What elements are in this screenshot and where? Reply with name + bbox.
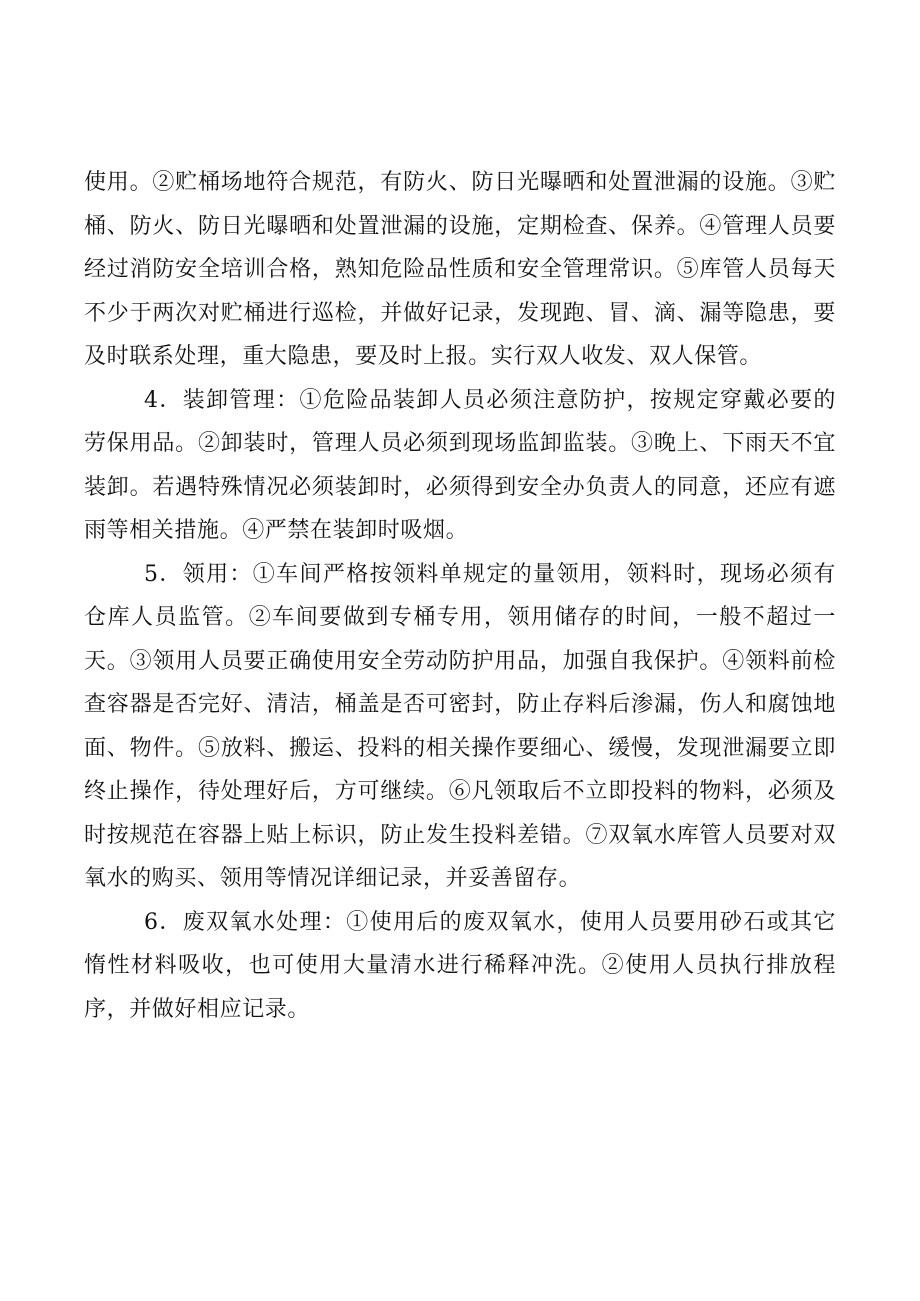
paragraph-waste-disposal: 6．废双氧水处理：①使用后的废双氧水，使用人员要用砂石或其它惰性材料吸收，也可使用大量清水进行稀释冲洗。②使用人员执行排放程序，并做好相应记录。 <box>84 909 836 1022</box>
document-body <box>84 161 836 1031</box>
paragraph-storage-continuation: 使用。②贮桶场地符合规范，有防火、防日光曝晒和处置泄漏的设施。③贮桶、防火、防日光曝晒和处置泄漏的设施，定期检查、保养。④管理人员要经过消防安全培训合格，熟知危险品性质和安全管理常识。⑤库管人员每天不少于两次对贮桶进行巡检，并做好记录，发现跑、冒、滴、漏等隐患，要及时联系处理，重大隐患，要及时上报。实行双人收发、双人保管。 <box>84 170 836 369</box>
paragraph-requisition: 5．领用：①车间严格按领料单规定的量领用，领料时，现场必须有仓库人员监管。②车间要做到专桶专用，领用储存的时间，一般不超过一天。③领用人员要正确使用安全劳动防护用品，加强自我保护。④领料前检查容器是否完好、清洁，桶盖是否可密封，防止存料后渗漏，伤人和腐蚀地面、物件。⑤放料、搬运、投料的相关操作要细心、缓慢，发现泄漏要立即终止操作，待处理好后，方可继续。⑥凡领取后不立即投料的物料，必须及时按规范在容器上贴上标识，防止发生投料差错。⑦双氧水库管人员要对双氧水的购买、领用等情况详细记录，并妥善留存。 <box>84 561 836 891</box>
paragraph-loading-management: 4．装卸管理：①危险品装卸人员必须注意防护，按规定穿戴必要的劳保用品。②卸装时，管理人员必须到现场监卸监装。③晚上、下雨天不宜装卸。若遇特殊情况必须装卸时，必须得到安全办负责人的同意，还应有遮雨等相关措施。④严禁在装卸时吸烟。 <box>84 387 836 543</box>
